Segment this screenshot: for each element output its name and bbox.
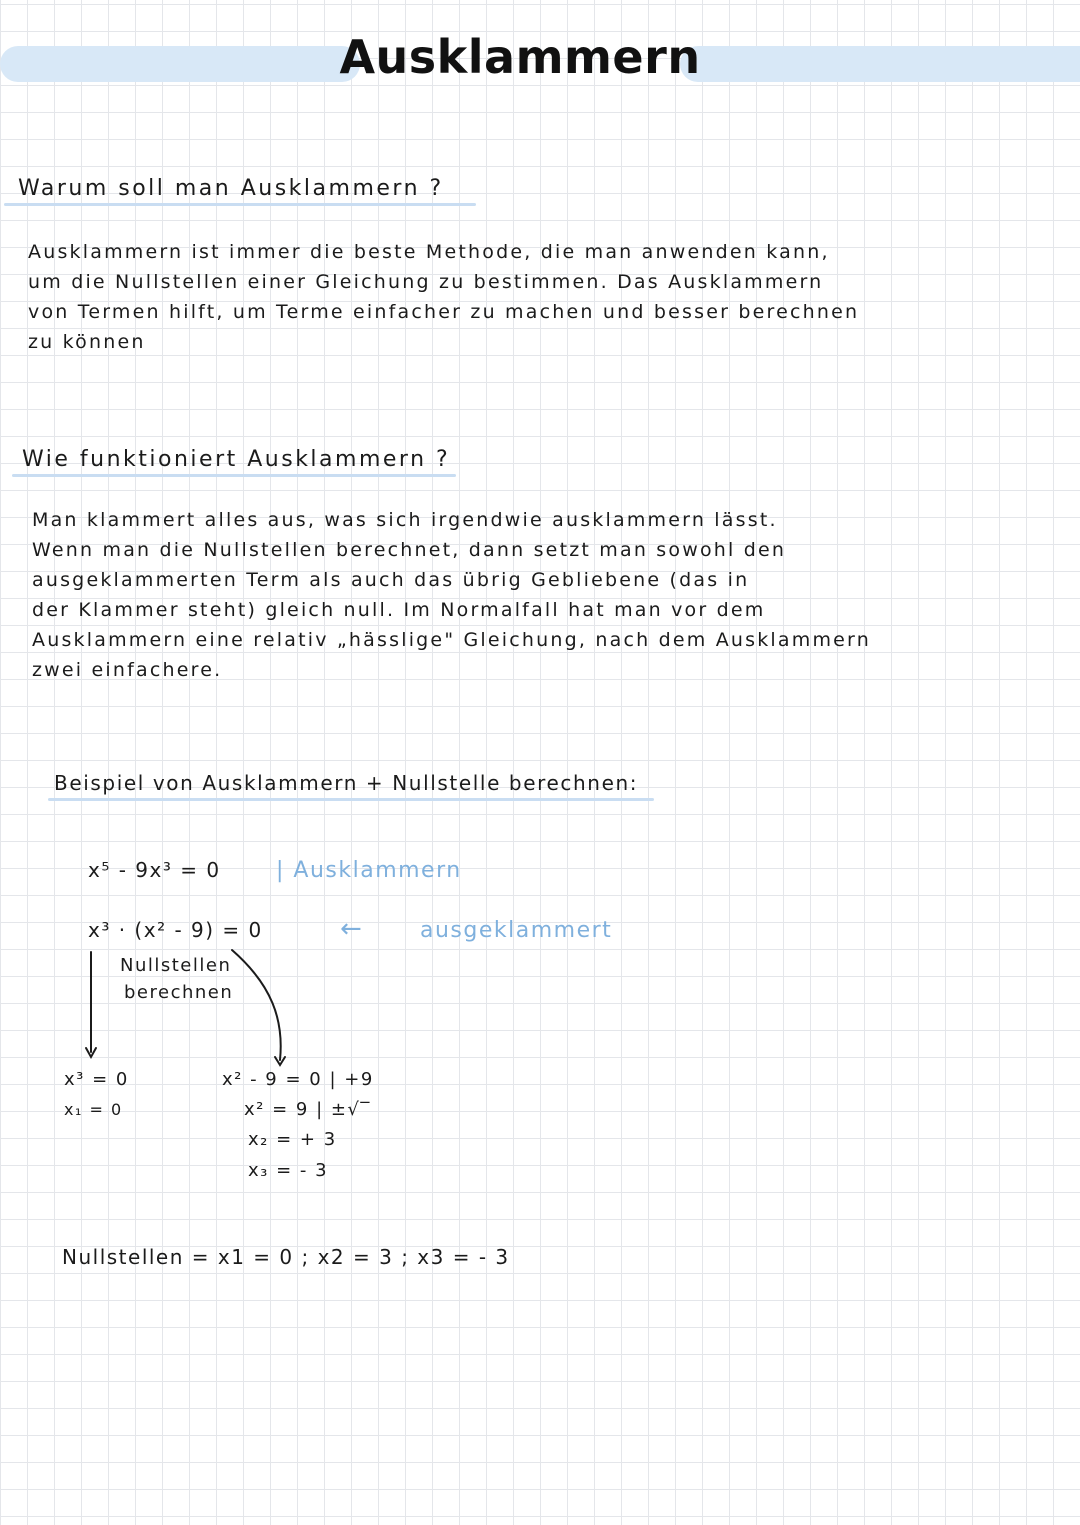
section2-heading: Wie funktioniert Ausklammern ? [22,447,451,472]
result-line: Nullstellen = x1 = 0 ; x2 = 3 ; x3 = - 3 [62,1245,510,1269]
arrow-left-icon: ← [340,914,364,944]
paragraph-line: von Termen hilft, um Terme einfacher zu machen und besser berechnen [28,301,860,323]
paragraph-line: Wenn man die Nullstellen berechnet, dann setzt man sowohl den [32,539,787,561]
paragraph-line: zu können [28,331,146,353]
right-branch-line-4: x₃ = - 3 [248,1160,329,1181]
annotation-berechnen: berechnen [124,982,234,1003]
paragraph-line: der Klammer steht) gleich null. Im Normalfall hat man vor dem [32,599,766,621]
annotation-nullstellen: Nullstellen [120,955,232,976]
equation-factored: x³ · (x² - 9) = 0 [88,918,263,942]
paragraph-line: Ausklammern ist immer die beste Methode, die man anwenden kann, [28,241,830,263]
right-branch-line-2: x² = 9 | ±√‾ [244,1099,371,1120]
left-branch-line-1: x³ = 0 [64,1069,129,1090]
right-branch-line-3: x₂ = + 3 [248,1129,337,1150]
paragraph-line: um die Nullstellen einer Gleichung zu bestimmen. Das Ausklammern [28,271,824,293]
right-arrow-curve [232,950,281,1060]
equation-original: x⁵ - 9x³ = 0 [88,858,221,882]
paragraph-line: zwei einfachere. [32,659,223,681]
note-ausklammern: | Ausklammern [276,858,462,883]
paragraph-line: Ausklammern eine relativ „hässlige" Gleichung, nach dem Ausklammern [32,629,871,651]
right-branch-line-1: x² - 9 = 0 | +9 [222,1069,374,1090]
section1-heading: Warum soll man Ausklammern ? [18,176,444,201]
paragraph-line: Man klammert alles aus, was sich irgendwie ausklammern lässt. [32,509,778,531]
left-branch-line-2: x₁ = 0 [64,1100,123,1119]
page-title: Ausklammern [339,30,701,84]
note-ausgeklammert: ausgeklammert [420,918,613,943]
section3-heading: Beispiel von Ausklammern + Nullstelle berechnen: [54,771,639,795]
paragraph-line: ausgeklammerten Term als auch das übrig Gebliebene (das in [32,569,750,591]
